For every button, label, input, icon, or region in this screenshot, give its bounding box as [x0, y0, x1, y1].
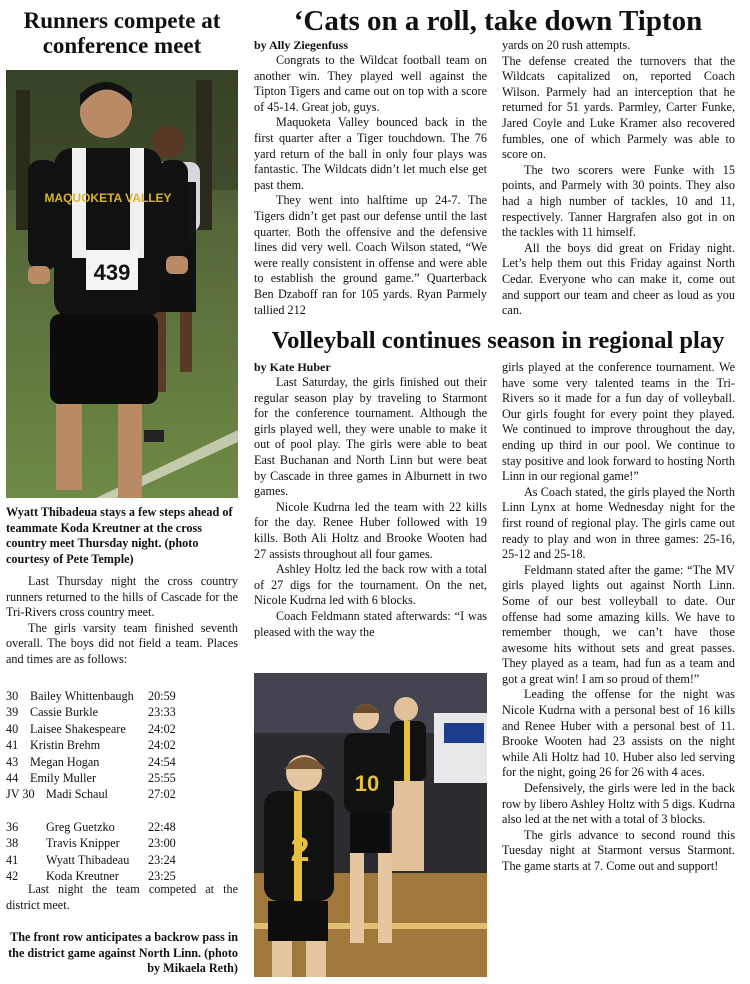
volleyball-headline: Volleyball continues season in regional play [271, 327, 725, 354]
football-para: The two scorers were Funke with 15 points, and Parmely with 30 points. They also had a high number of tackles, 10 and 11, respectively. Tanner Hargrafen also got in on the tackles with 11 himself. [502, 162, 735, 240]
result-row: 39 Cassie Burkle 23:33 [6, 705, 176, 720]
result-row: 42 Koda Kreutner 23:25 [6, 869, 176, 884]
football-col-1 [254, 38, 487, 318]
volleyball-para: Nicole Kudrna led the team with 22 kills for the day. Renee Huber followed with 19 kills. Both Ali Holtz and Brooke Wooten had 27 assists throughout all four games. [254, 499, 487, 561]
runners-article [6, 574, 238, 668]
result-row: JV 30 Madi Schaul 27:02 [6, 787, 176, 802]
volleyball-photo [254, 673, 487, 977]
runners-headline-line2: conference meet [42, 33, 202, 59]
football-para: yards on 20 rush attempts. [502, 38, 631, 52]
jersey-number-2: 2 [290, 831, 310, 869]
volleyball-para: Last Saturday, the girls finished out their regular season play by traveling to Starmont for the conference tournament. Although the girls played well, they were unable to make it out of pool play. The girls were able to beat East Buchanan and North Linn but were beat by Cascade in three games in Alburnett in two games. [254, 375, 487, 499]
result-row: 30 Bailey Whittenbaugh 20:59 [6, 689, 176, 703]
runners-para-2: The girls varsity team finished seventh overall. The boys did not field a team. Places and times are as follows: [6, 620, 238, 666]
runners-photo [6, 70, 238, 498]
runners-headline-line1: Runners compete at [23, 8, 221, 33]
football-para: They went into halftime up 24-7. The Tigers didn’t get past our defense until the last quarter. Both the offensive and the defensive lines did very well. Coach Wilson stated, “We were really consistent in offense and were able to establish the ground game.” Quarterback Ben Dzaboff ran for 105 yards. Ryan Parmely tallied 212 [254, 193, 487, 317]
football-para: All the boys did great on Friday night. Let’s help them out this Friday against North Cedar. Everyone who can make it, come out and support our team and cheer as loud as you can. [502, 240, 735, 318]
football-para: Maquoketa Valley bounced back in the first quarter after a Tiger touchdown. The 76 yard return of the ball in only four plays was fantastic. The Wildcats didn’t let much else get past them. [254, 115, 487, 192]
runners-photo-caption: Wyatt Thibadeua stays a few steps ahead of teammate Koda Kreutner at the cross country meet Thursday night. (photo courtesy of Pete Temple) [6, 505, 233, 566]
runners-para-1: Last Thursday night the cross country runners returned to the hills of Cascade for the Tri-Rivers cross country meet. [6, 574, 238, 620]
football-para: The defense created the turnovers that the Wildcats capitalized on, reported Coach Wilson. Parmely had an interception that he returned for 51 yards. Parmley, Carter Funke, Jared Coyle and Luke Kramer also recovered fumbles, one of which Parmely was able to score on. [502, 53, 735, 162]
runners-headline [6, 8, 238, 59]
jersey-number-10: 10 [354, 771, 380, 796]
result-row: 40 Laisee Shakespeare 24:02 [6, 721, 176, 736]
runners-photo-image [6, 70, 238, 498]
volleyball-col-1 [254, 360, 487, 640]
volleyball-col-2 [502, 360, 735, 875]
volleyball-para: Ashley Holtz led the back row with a total of 27 digs for the tournament. On the net, Nicole Kudrna led with 6 blocks. [254, 562, 487, 608]
volleyball-para: Defensively, the girls were led in the back row by libero Ashley Holtz with 5 digs. Kudrna also led at the net with a total of 3 blocks. [502, 781, 735, 827]
runners-para-3: Last night the team competed at the district meet. [6, 882, 238, 912]
result-row: 41 Kristin Brehm 24:02 [6, 738, 176, 753]
result-row: 44 Emily Muller 25:55 [6, 771, 176, 786]
volleyball-photo-image [254, 673, 487, 977]
result-row: 36 Greg Guetzko 22:48 [6, 819, 176, 834]
volleyball-para: girls played at the conference tournament. We have some very talented teams in the Tri-Rivers so it made for a fun day of volleyball. Our girls fought for every point they played. We continued to improve throughout the day, ending up third in our pool. We continue to stay positive and look forward to hosting North Linn in our regional game!” [502, 360, 735, 484]
football-byline: by Ally Ziegenfuss [254, 38, 349, 52]
volleyball-para: As Coach stated, the girls played the North Linn Lynx at home Wednesday night for the first round of regional play. The girls came out ready to play and won in three games: 25-16, 25-12 and 25-18. [502, 484, 735, 562]
football-col-2 [502, 38, 735, 319]
football-headline: ‘Cats on a roll, take down Tipton [293, 5, 703, 37]
results-list [6, 688, 238, 884]
volleyball-para: Feldmann stated after the game: “The MV girls played lights out against North Linn. Some of our best volleyball to date. Our offense had some amazing kills. We have to remember though, we can’t have those awesome hits without sets and great passes. They played as a team, had fun as a team and got a great win! I am so proud of them!” [502, 562, 735, 686]
volleyball-photo-caption: The front row anticipates a backrow pass in the district game against North Linn. (photo by Mikaela Reth) [8, 930, 238, 975]
volleyball-byline: by Kate Huber [254, 360, 331, 374]
volleyball-para: Leading the offense for the night was Nicole Kudrna with a personal best of 16 kills and Renee Huber with a personal best of 11. Brooke Wooten had 23 assists on the night while Ali Holtz had 10. Huber also led serving for the night, going 26 for 26 with 4 aces. [502, 687, 735, 780]
result-row: 41 Wyatt Thibadeau 23:24 [6, 852, 176, 867]
football-para: Congrats to the Wildcat football team on another win. They played well against the Tipton Tigers and came out on top with a score of 45-14. Great job, guys. [254, 53, 487, 114]
result-row: 38 Travis Knipper 23:00 [6, 836, 176, 851]
volleyball-para: The girls advance to second round this Tuesday night at Starmont versus Starmont. The game starts at 7. Come out and support! [502, 827, 735, 873]
volleyball-para: Coach Feldmann stated afterwards: “I was pleased with the way the [254, 608, 487, 639]
bib-number: 439 [93, 260, 131, 285]
runners-closing [6, 882, 238, 913]
result-row: 43 Megan Hogan 24:54 [6, 754, 176, 769]
jersey-text: MAQUOKETA VALLEY [44, 191, 172, 205]
